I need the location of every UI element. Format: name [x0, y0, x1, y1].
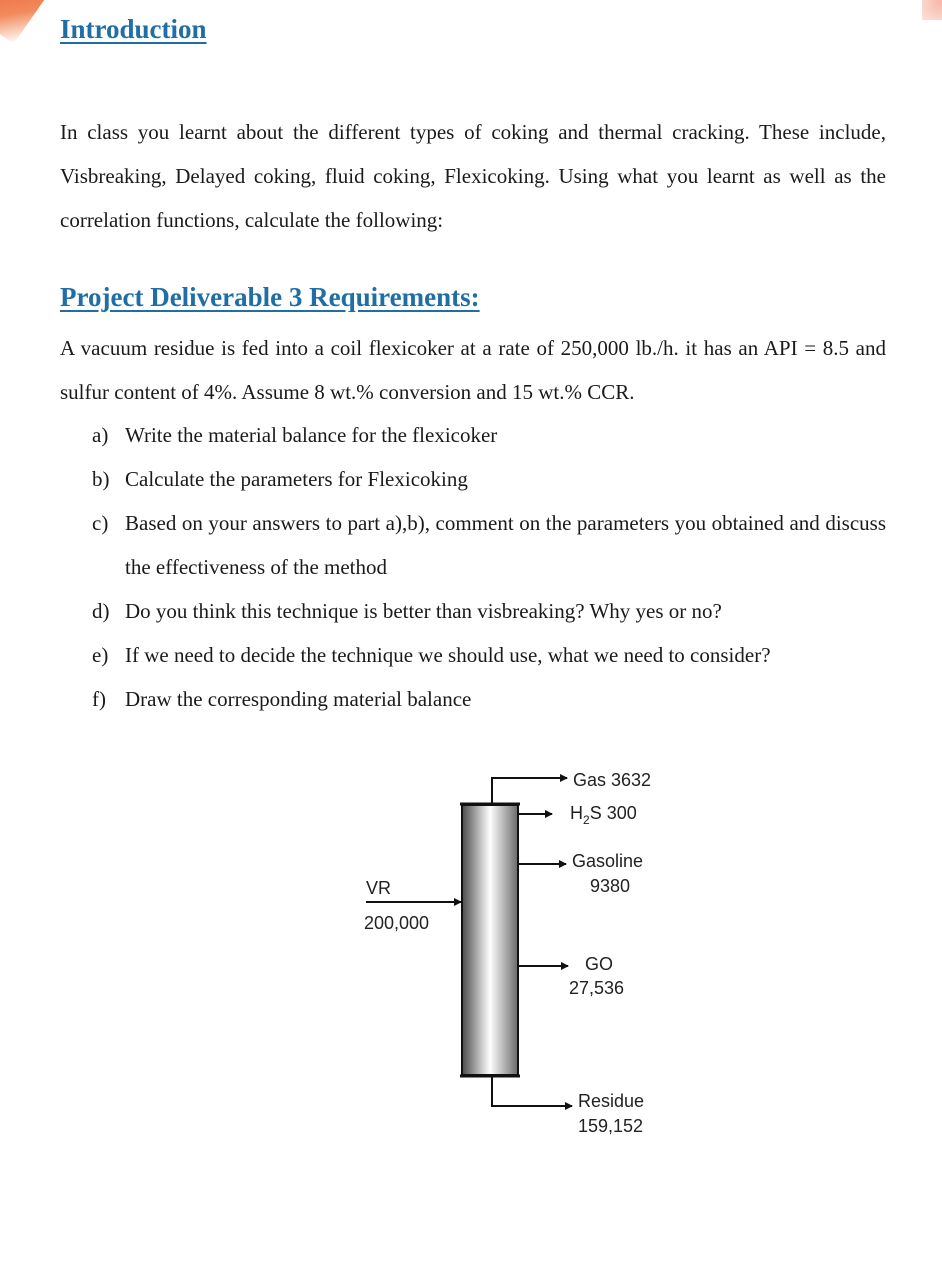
item-marker: c): [92, 511, 109, 535]
item-text: If we need to decide the technique we should use, what we need to consider?: [125, 643, 771, 667]
requirements-list: [92, 413, 886, 721]
residue-label: Residue: [578, 1091, 645, 1111]
feed-label: VR: [366, 878, 392, 898]
item-marker: b): [92, 467, 110, 491]
h2s-label: $H_2S$ 300: [570, 803, 637, 827]
decorative-corner-left: [0, 0, 54, 44]
item-marker: a): [92, 423, 109, 447]
intro-heading: Introduction: [60, 14, 207, 44]
gas-stream-arrow: [492, 778, 567, 804]
flexicoker-diagram: [0, 760, 942, 1180]
item-text: Do you think this technique is better than visbreaking? Why yes or no?: [125, 599, 722, 623]
go-value: 27,536: [569, 978, 625, 998]
item-marker: f): [92, 687, 106, 711]
gasoline-label: Gasoline: [572, 851, 644, 871]
decorative-corner-right: [922, 0, 942, 20]
requirement-item-d: [92, 589, 886, 633]
residue-stream-arrow: [492, 1076, 572, 1106]
gas-label: Gas 3632: [573, 770, 652, 790]
requirement-item-c: [92, 501, 886, 589]
requirement-item-e: [92, 633, 886, 677]
deliverable-heading: Project Deliverable 3 Requirements:: [60, 282, 480, 312]
item-marker: d): [92, 599, 110, 623]
column-body: [462, 805, 518, 1075]
residue-value: 159,152: [578, 1116, 644, 1136]
gasoline-value: 9380: [590, 876, 631, 896]
item-text: Calculate the parameters for Flexicoking: [125, 467, 468, 491]
requirement-item-f: [92, 677, 886, 721]
item-marker: e): [92, 643, 109, 667]
requirement-item-a: [92, 413, 886, 457]
deliverable-paragraph: A vacuum residue is fed into a coil flexicoker at a rate of 250,000 lb./h. it has an API = 8.5 and sulfur content of 4%. Assume 8 wt.% conversion and 15 wt.% CCR.: [60, 336, 886, 404]
requirement-item-b: [92, 457, 886, 501]
item-text: Write the material balance for the flexicoker: [125, 423, 498, 447]
intro-paragraph: In class you learnt about the different types of coking and thermal cracking. These include, Visbreaking, Delayed coking, fluid coking, Flexicoking. Using what you learnt as well as the correlation functions, calculate the following:: [60, 120, 886, 232]
item-text: Based on your answers to part a),b), comment on the parameters you obtained and discuss the effectiveness of the method: [125, 511, 886, 579]
feed-value: 200,000: [364, 913, 430, 933]
go-label: GO: [585, 954, 614, 974]
item-text: Draw the corresponding material balance: [125, 687, 472, 711]
